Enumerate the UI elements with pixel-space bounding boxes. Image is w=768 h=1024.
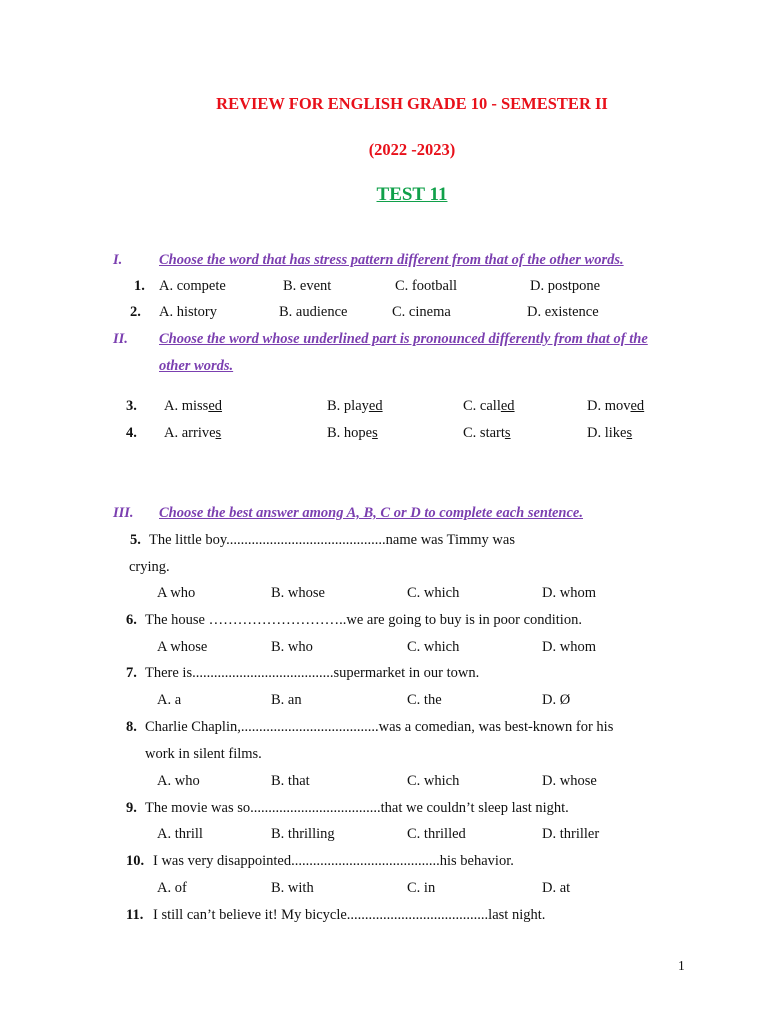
option-b: B. thrilling bbox=[271, 826, 335, 842]
section-number: III. bbox=[113, 505, 134, 521]
option-c: C. which bbox=[407, 585, 460, 601]
question-text: I still can’t believe it! My bicycle.......................................last night. bbox=[153, 907, 546, 923]
section-instruction-continued: other words. bbox=[159, 358, 234, 374]
section-instruction: Choose the word that has stress pattern different from that of the other words. bbox=[159, 252, 624, 268]
section-number: II. bbox=[113, 331, 128, 347]
section-instruction: Choose the word whose underlined part is pronounced differently from that of the bbox=[159, 331, 648, 347]
question-number: 9. bbox=[126, 800, 137, 816]
option-d: D. postpone bbox=[530, 278, 601, 294]
option-d bbox=[587, 397, 644, 415]
option-text: C. start bbox=[463, 425, 505, 441]
option-text: A. miss bbox=[164, 398, 209, 414]
question-text: The house ………………………..we are going to buy is in poor condition. bbox=[145, 612, 582, 628]
question-text: I was very disappointed.........................................his behavior. bbox=[153, 853, 514, 869]
option-text: C. call bbox=[463, 398, 501, 414]
option-d: D. thriller bbox=[542, 826, 600, 842]
question-number: 4. bbox=[126, 425, 137, 441]
option-text: B. hope bbox=[327, 425, 373, 441]
option-c: C. football bbox=[395, 278, 458, 294]
option-d: D. whose bbox=[542, 773, 597, 789]
page-number: 1 bbox=[678, 958, 685, 973]
option-d: D. at bbox=[542, 880, 571, 896]
option-a: A. who bbox=[157, 773, 200, 789]
option-a bbox=[164, 397, 222, 415]
question-number: 1. bbox=[134, 278, 145, 294]
question-number: 3. bbox=[126, 398, 137, 414]
option-b bbox=[327, 397, 383, 415]
underlined-part: s bbox=[504, 425, 511, 441]
question-text: There is.......................................supermarket in our town. bbox=[145, 665, 480, 681]
option-c: C. thrilled bbox=[407, 826, 466, 842]
question-number: 7. bbox=[126, 665, 137, 681]
option-b: B. whose bbox=[271, 585, 325, 601]
option-b: B. event bbox=[283, 278, 332, 294]
underlined-part: ed bbox=[630, 398, 645, 414]
option-d: D. whom bbox=[542, 585, 596, 601]
question-number: 11. bbox=[126, 907, 144, 923]
option-c: C. the bbox=[407, 692, 442, 708]
underlined-part: s bbox=[372, 425, 378, 441]
option-b: B. audience bbox=[279, 304, 348, 320]
option-d: D. Ø bbox=[542, 692, 571, 708]
question-number: 6. bbox=[126, 612, 137, 628]
option-b: B. an bbox=[271, 692, 302, 708]
option-a bbox=[164, 424, 221, 442]
option-d: D. existence bbox=[527, 304, 599, 320]
question-number: 10. bbox=[126, 853, 145, 869]
option-c: C. which bbox=[407, 639, 460, 655]
option-b: B. who bbox=[271, 639, 313, 655]
option-c bbox=[463, 424, 511, 442]
option-c: C. which bbox=[407, 773, 460, 789]
school-year: (2022 -2023) bbox=[368, 140, 456, 159]
section-instruction: Choose the best answer among A, B, C or D to complete each sentence. bbox=[159, 505, 583, 521]
underlined-part: ed bbox=[208, 398, 223, 414]
option-b bbox=[327, 424, 378, 442]
question-text: Charlie Chaplin,......................................was a comedian, was best-known for his bbox=[145, 719, 614, 735]
option-text: B. play bbox=[327, 398, 369, 414]
option-b: B. that bbox=[271, 773, 310, 789]
option-b: B. with bbox=[271, 880, 314, 896]
option-a: A. thrill bbox=[157, 826, 203, 842]
option-a: A. history bbox=[159, 304, 217, 320]
option-d: D. whom bbox=[542, 639, 596, 655]
option-text: D. mov bbox=[587, 398, 631, 414]
option-text: A. arrive bbox=[164, 425, 216, 441]
test-number: TEST 11 bbox=[376, 184, 448, 205]
underlined-part: ed bbox=[368, 398, 383, 414]
question-number: 2. bbox=[130, 304, 141, 320]
question-text: The movie was so....................................that we couldn’t sleep last night. bbox=[145, 800, 569, 816]
question-number: 8. bbox=[126, 719, 137, 735]
question-number: 5. bbox=[130, 532, 141, 548]
question-text-continued: work in silent films. bbox=[145, 746, 262, 762]
underlined-part: ed bbox=[500, 398, 515, 414]
option-a: A. of bbox=[157, 880, 187, 896]
question-text: The little boy............................................name was Timmy was bbox=[149, 532, 515, 548]
option-text: D. like bbox=[587, 425, 627, 441]
underlined-part: s bbox=[215, 425, 222, 441]
section-number: I. bbox=[113, 252, 123, 268]
document-title: REVIEW FOR ENGLISH GRADE 10 - SEMESTER II bbox=[216, 94, 608, 113]
option-d bbox=[587, 424, 632, 442]
underlined-part: s bbox=[626, 425, 633, 441]
option-a: A. a bbox=[157, 692, 182, 708]
option-a: A whose bbox=[157, 639, 208, 655]
option-a: A who bbox=[157, 585, 196, 601]
option-c: C. in bbox=[407, 880, 436, 896]
question-text-continued: crying. bbox=[129, 559, 170, 575]
option-a: A. compete bbox=[159, 278, 226, 294]
option-c bbox=[463, 397, 515, 415]
option-c: C. cinema bbox=[392, 304, 451, 320]
